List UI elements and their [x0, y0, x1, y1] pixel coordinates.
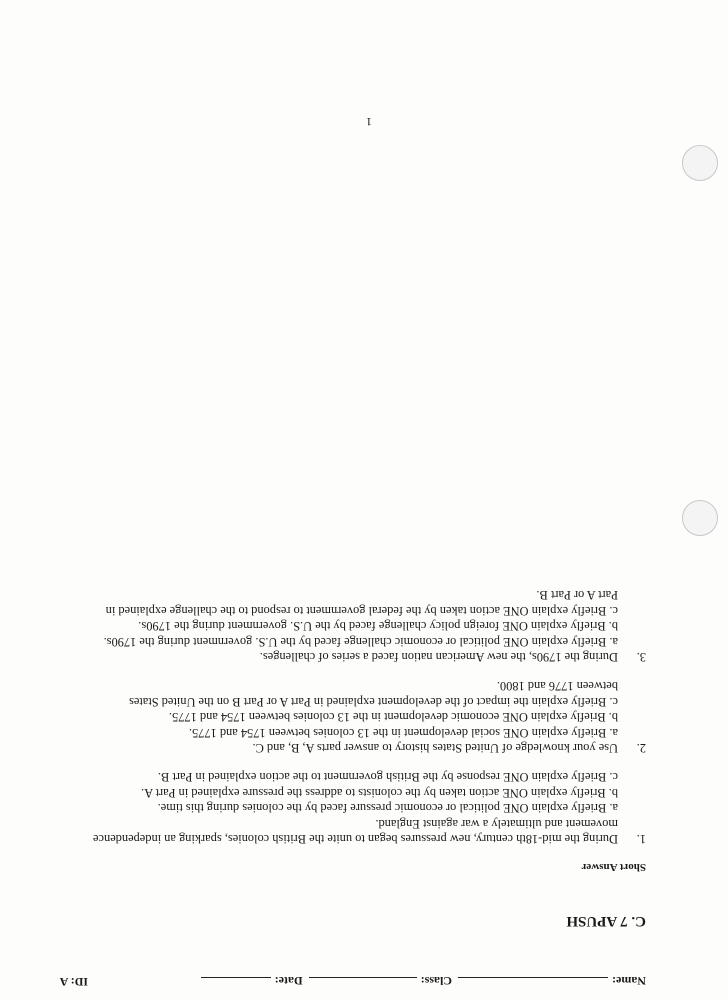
question-number: 2. — [636, 740, 646, 755]
question-1 — [86, 769, 646, 846]
punch-hole — [682, 145, 718, 181]
question-part: b. Briefly explain ONE economic development in the 13 colonies between 1754 and 1775. — [168, 710, 618, 725]
page-title: C. 7 APUSH — [566, 913, 646, 929]
question-number: 1. — [636, 832, 646, 846]
question-part: a. Briefly explain ONE political or economic pressure faced by the colonies during this time. — [157, 801, 618, 816]
question-2 — [86, 678, 646, 755]
question-list — [86, 573, 646, 846]
punch-hole — [682, 500, 718, 536]
question-part: c. Briefly explain the impact of the development explained in Part A or Part B on the United States between 1776 and 1800. — [129, 679, 618, 709]
question-part: a. Briefly explain ONE social development in the 13 colonies between 1754 and 1775. — [188, 725, 618, 740]
id-label: ID: A — [59, 975, 88, 989]
date-label: Date: — [274, 974, 303, 988]
question-prompt: During the 1790s, the new American nation faced a series of challenges. — [259, 649, 618, 664]
question-prompt: Use your knowledge of United States history to answer parts A, B, and C. — [252, 740, 618, 755]
question-prompt: During the mid-18th century, new pressures began to unite the British colonies, sparking an independence movement and ultimately a war against England. — [93, 816, 618, 846]
class-blank — [309, 977, 417, 989]
question-part: a. Briefly explain ONE political or economic challenge faced by the U.S. government during the 1790s. — [103, 634, 618, 649]
header-row — [59, 973, 646, 989]
section-title: Short Answer — [581, 861, 646, 873]
question-part: b. Briefly explain ONE action taken by the colonists to address the pressure explained in Part A. — [141, 785, 618, 800]
class-label: Class: — [420, 974, 453, 988]
name-blank — [458, 977, 608, 989]
question-part: b. Briefly explain ONE foreign policy challenge faced by the U.S. government during the 1790s. — [138, 619, 618, 634]
question-part: c. Briefly explain ONE response by the British government to the action explained in Part B. — [157, 770, 618, 785]
date-blank — [201, 977, 271, 989]
question-3 — [86, 587, 646, 664]
name-label: Name: — [612, 974, 646, 988]
question-part: c. Briefly explain ONE action taken by the federal government to respond to the challenge explained in Part A or Part B. — [105, 588, 618, 618]
question-number: 3. — [636, 649, 646, 664]
page-number: 1 — [366, 115, 372, 129]
